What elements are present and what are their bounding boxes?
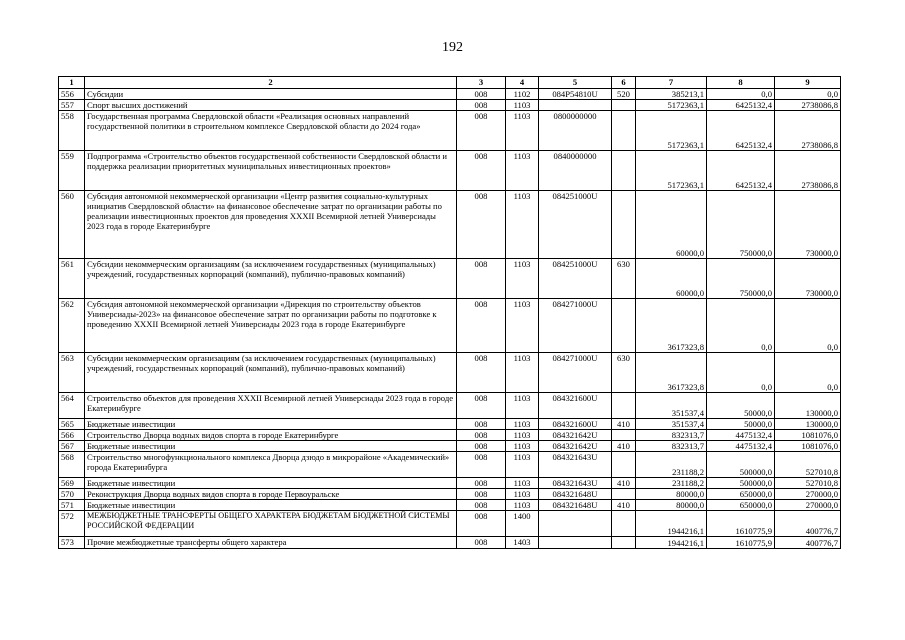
row-description: Строительство многофункционального комплекса Дворца дзюдо в микрорайоне «Академический» города Екатеринбурга — [85, 452, 457, 478]
row-code-expense-type — [612, 151, 636, 191]
row-amount-col8: 0,0 — [707, 353, 775, 393]
row-code-section: 1400 — [506, 511, 539, 537]
row-amount-col9: 130000,0 — [775, 393, 841, 419]
row-amount-col8: 1610775,9 — [707, 537, 775, 549]
row-code-target — [539, 537, 612, 549]
row-amount-col7: 3617323,8 — [636, 353, 707, 393]
row-code-expense-type — [612, 191, 636, 259]
row-amount-col9: 400776,7 — [775, 511, 841, 537]
row-amount-col9: 2738086,8 — [775, 111, 841, 151]
row-number: 560 — [59, 191, 85, 259]
row-code-section: 1103 — [506, 419, 539, 430]
row-amount-col9: 730000,0 — [775, 259, 841, 299]
row-amount-col7: 351537,4 — [636, 393, 707, 419]
row-number: 573 — [59, 537, 85, 549]
row-code-section: 1103 — [506, 430, 539, 441]
table-row — [59, 89, 841, 100]
row-code-ministry: 008 — [457, 259, 506, 299]
row-amount-col9: 1081076,0 — [775, 441, 841, 452]
header-cell: 4 — [506, 77, 539, 89]
row-amount-col8: 0,0 — [707, 89, 775, 100]
row-description: Субсидии — [85, 89, 457, 100]
row-code-section: 1103 — [506, 489, 539, 500]
table-row — [59, 537, 841, 549]
row-code-ministry: 008 — [457, 419, 506, 430]
row-code-expense-type — [612, 489, 636, 500]
table-body — [59, 89, 841, 549]
row-code-target: 084321643U — [539, 478, 612, 489]
row-amount-col8: 0,0 — [707, 299, 775, 353]
row-amount-col8: 6425132,4 — [707, 100, 775, 111]
table-row — [59, 299, 841, 353]
row-code-ministry: 008 — [457, 452, 506, 478]
row-description: Субсидия автономной некоммерческой организации «Центр развития социально-культурных инициатив Свердловской области» на финансовое обеспечение затрат по организации работы по реализации инвестиционных проектов для проведения XXXII Всемирной летней Универсиады 2023 года в городе Екатеринбурге — [85, 191, 457, 259]
row-code-section: 1103 — [506, 452, 539, 478]
row-code-target: 084321642U — [539, 441, 612, 452]
row-amount-col7: 231188,2 — [636, 478, 707, 489]
row-code-expense-type: 410 — [612, 478, 636, 489]
table-row — [59, 191, 841, 259]
row-code-section: 1103 — [506, 441, 539, 452]
row-amount-col7: 231188,2 — [636, 452, 707, 478]
row-description: Спорт высших достижений — [85, 100, 457, 111]
row-code-section: 1103 — [506, 478, 539, 489]
row-number: 561 — [59, 259, 85, 299]
row-code-expense-type — [612, 111, 636, 151]
table-row — [59, 151, 841, 191]
row-code-ministry: 008 — [457, 111, 506, 151]
row-code-expense-type — [612, 452, 636, 478]
row-description: Субсидия автономной некоммерческой организации «Дирекция по строительству объектов Универсиады-2023» на финансовое обеспечение затрат по организации работы по подготовке к проведению XXXII Всемирной летней Универсиады 2023 года в городе Екатеринбурге — [85, 299, 457, 353]
row-amount-col7: 5172363,1 — [636, 151, 707, 191]
row-amount-col9: 2738086,8 — [775, 151, 841, 191]
row-code-target: 084321600U — [539, 393, 612, 419]
row-code-target: 084321648U — [539, 489, 612, 500]
row-amount-col8: 650000,0 — [707, 500, 775, 511]
row-code-expense-type — [612, 299, 636, 353]
header-cell: 5 — [539, 77, 612, 89]
table-header-row — [59, 77, 841, 89]
row-code-expense-type — [612, 537, 636, 549]
row-amount-col7: 5172363,1 — [636, 100, 707, 111]
table-row — [59, 452, 841, 478]
row-amount-col9: 0,0 — [775, 89, 841, 100]
row-description: Бюджетные инвестиции — [85, 478, 457, 489]
row-number: 571 — [59, 500, 85, 511]
row-code-expense-type: 520 — [612, 89, 636, 100]
table-row — [59, 419, 841, 430]
row-code-section: 1103 — [506, 393, 539, 419]
row-description: Реконструкция Дворца водных видов спорта в городе Первоуральске — [85, 489, 457, 500]
row-code-expense-type — [612, 100, 636, 111]
row-code-ministry: 008 — [457, 191, 506, 259]
row-code-target — [539, 511, 612, 537]
row-number: 562 — [59, 299, 85, 353]
row-amount-col7: 832313,7 — [636, 441, 707, 452]
row-code-expense-type — [612, 430, 636, 441]
row-code-ministry: 008 — [457, 478, 506, 489]
row-code-target: 0840000000 — [539, 151, 612, 191]
row-code-target: 084271000U — [539, 299, 612, 353]
row-description: Прочие межбюджетные трансферты общего характера — [85, 537, 457, 549]
table-row — [59, 511, 841, 537]
header-cell: 8 — [707, 77, 775, 89]
row-code-section: 1103 — [506, 500, 539, 511]
row-amount-col9: 400776,7 — [775, 537, 841, 549]
row-code-target: 084321600U — [539, 419, 612, 430]
row-code-ministry: 008 — [457, 441, 506, 452]
page-number: 192 — [442, 40, 463, 55]
row-code-target: 084321648U — [539, 500, 612, 511]
row-amount-col7: 832313,7 — [636, 430, 707, 441]
row-code-ministry: 008 — [457, 353, 506, 393]
header-cell: 6 — [612, 77, 636, 89]
row-amount-col7: 3617323,8 — [636, 299, 707, 353]
row-amount-col8: 750000,0 — [707, 259, 775, 299]
row-number: 572 — [59, 511, 85, 537]
row-amount-col8: 4475132,4 — [707, 430, 775, 441]
row-number: 556 — [59, 89, 85, 100]
row-amount-col9: 730000,0 — [775, 191, 841, 259]
row-code-section: 1103 — [506, 259, 539, 299]
row-amount-col7: 1944216,1 — [636, 537, 707, 549]
header-cell: 2 — [85, 77, 457, 89]
row-code-ministry: 008 — [457, 430, 506, 441]
row-amount-col9: 0,0 — [775, 299, 841, 353]
table-row — [59, 478, 841, 489]
row-description: Субсидии некоммерческим организациям (за исключением государственных (муниципальных) учреждений, государственных корпораций (компаний), публично-правовых компаний) — [85, 353, 457, 393]
row-code-section: 1103 — [506, 299, 539, 353]
row-description: Строительство Дворца водных видов спорта в городе Екатеринбурге — [85, 430, 457, 441]
row-amount-col8: 50000,0 — [707, 393, 775, 419]
row-amount-col9: 1081076,0 — [775, 430, 841, 441]
row-description: Субсидии некоммерческим организациям (за исключением государственных (муниципальных) учреждений, государственных корпораций (компаний), публично-правовых компаний) — [85, 259, 457, 299]
row-amount-col8: 750000,0 — [707, 191, 775, 259]
table-row — [59, 100, 841, 111]
row-description: Государственная программа Свердловской области «Реализация основных направлений государственной политики в строительном комплексе Свердловской области до 2024 года» — [85, 111, 457, 151]
row-description: Подпрограмма «Строительство объектов государственной собственности Свердловской области и поддержка реализации приоритетных муниципальных инвестиционных проектов» — [85, 151, 457, 191]
row-description: Бюджетные инвестиции — [85, 419, 457, 430]
row-description: Бюджетные инвестиции — [85, 500, 457, 511]
row-code-expense-type — [612, 393, 636, 419]
row-amount-col7: 1944216,1 — [636, 511, 707, 537]
row-amount-col9: 2738086,8 — [775, 100, 841, 111]
row-code-ministry: 008 — [457, 500, 506, 511]
table-row — [59, 353, 841, 393]
row-code-section: 1102 — [506, 89, 539, 100]
row-code-target: 084P54810U — [539, 89, 612, 100]
row-code-expense-type: 410 — [612, 419, 636, 430]
header-cell: 7 — [636, 77, 707, 89]
row-code-expense-type: 410 — [612, 441, 636, 452]
row-amount-col7: 5172363,1 — [636, 111, 707, 151]
row-code-section: 1403 — [506, 537, 539, 549]
table-row — [59, 430, 841, 441]
header-cell: 9 — [775, 77, 841, 89]
row-code-expense-type: 630 — [612, 353, 636, 393]
row-code-ministry: 008 — [457, 393, 506, 419]
row-description: МЕЖБЮДЖЕТНЫЕ ТРАНСФЕРТЫ ОБЩЕГО ХАРАКТЕРА БЮДЖЕТАМ БЮДЖЕТНОЙ СИСТЕМЫ РОССИЙСКОЙ ФЕДЕРАЦИИ — [85, 511, 457, 537]
row-code-target: 084251000U — [539, 191, 612, 259]
row-code-section: 1103 — [506, 191, 539, 259]
row-number: 565 — [59, 419, 85, 430]
row-code-section: 1103 — [506, 100, 539, 111]
row-amount-col9: 527010,8 — [775, 452, 841, 478]
row-amount-col9: 270000,0 — [775, 489, 841, 500]
table-row — [59, 393, 841, 419]
table-row — [59, 489, 841, 500]
row-number: 558 — [59, 111, 85, 151]
row-code-ministry: 008 — [457, 489, 506, 500]
row-amount-col8: 4475132,4 — [707, 441, 775, 452]
row-amount-col7: 80000,0 — [636, 500, 707, 511]
table-row — [59, 259, 841, 299]
row-code-target: 084251000U — [539, 259, 612, 299]
row-amount-col8: 6425132,4 — [707, 111, 775, 151]
row-number: 563 — [59, 353, 85, 393]
row-number: 567 — [59, 441, 85, 452]
table-row — [59, 500, 841, 511]
table-row — [59, 441, 841, 452]
row-code-expense-type: 410 — [612, 500, 636, 511]
row-code-ministry: 008 — [457, 89, 506, 100]
row-code-ministry: 008 — [457, 299, 506, 353]
row-number: 569 — [59, 478, 85, 489]
row-code-target: 084271000U — [539, 353, 612, 393]
row-code-expense-type: 630 — [612, 259, 636, 299]
row-amount-col7: 60000,0 — [636, 259, 707, 299]
row-amount-col9: 130000,0 — [775, 419, 841, 430]
table-row — [59, 111, 841, 151]
row-code-section: 1103 — [506, 151, 539, 191]
row-code-ministry: 008 — [457, 100, 506, 111]
row-code-target: 084321642U — [539, 430, 612, 441]
row-number: 557 — [59, 100, 85, 111]
row-number: 564 — [59, 393, 85, 419]
row-code-target: 084321643U — [539, 452, 612, 478]
row-number: 568 — [59, 452, 85, 478]
row-code-expense-type — [612, 511, 636, 537]
row-amount-col7: 351537,4 — [636, 419, 707, 430]
row-amount-col9: 270000,0 — [775, 500, 841, 511]
row-amount-col7: 385213,1 — [636, 89, 707, 100]
row-code-target — [539, 100, 612, 111]
row-amount-col8: 6425132,4 — [707, 151, 775, 191]
row-amount-col8: 650000,0 — [707, 489, 775, 500]
row-amount-col9: 0,0 — [775, 353, 841, 393]
row-description: Строительство объектов для проведения XXXII Всемирной летней Универсиады 2023 года в городе Екатеринбурге — [85, 393, 457, 419]
row-amount-col7: 80000,0 — [636, 489, 707, 500]
row-code-ministry: 008 — [457, 511, 506, 537]
row-amount-col9: 527010,8 — [775, 478, 841, 489]
header-cell: 3 — [457, 77, 506, 89]
row-amount-col8: 500000,0 — [707, 478, 775, 489]
budget-table — [58, 76, 841, 549]
row-amount-col8: 500000,0 — [707, 452, 775, 478]
row-amount-col8: 1610775,9 — [707, 511, 775, 537]
row-code-target: 0800000000 — [539, 111, 612, 151]
row-code-section: 1103 — [506, 111, 539, 151]
row-number: 559 — [59, 151, 85, 191]
row-description: Бюджетные инвестиции — [85, 441, 457, 452]
row-number: 570 — [59, 489, 85, 500]
row-code-ministry: 008 — [457, 537, 506, 549]
row-amount-col7: 60000,0 — [636, 191, 707, 259]
row-code-section: 1103 — [506, 353, 539, 393]
row-code-ministry: 008 — [457, 151, 506, 191]
row-amount-col8: 50000,0 — [707, 419, 775, 430]
row-number: 566 — [59, 430, 85, 441]
header-cell: 1 — [59, 77, 85, 89]
